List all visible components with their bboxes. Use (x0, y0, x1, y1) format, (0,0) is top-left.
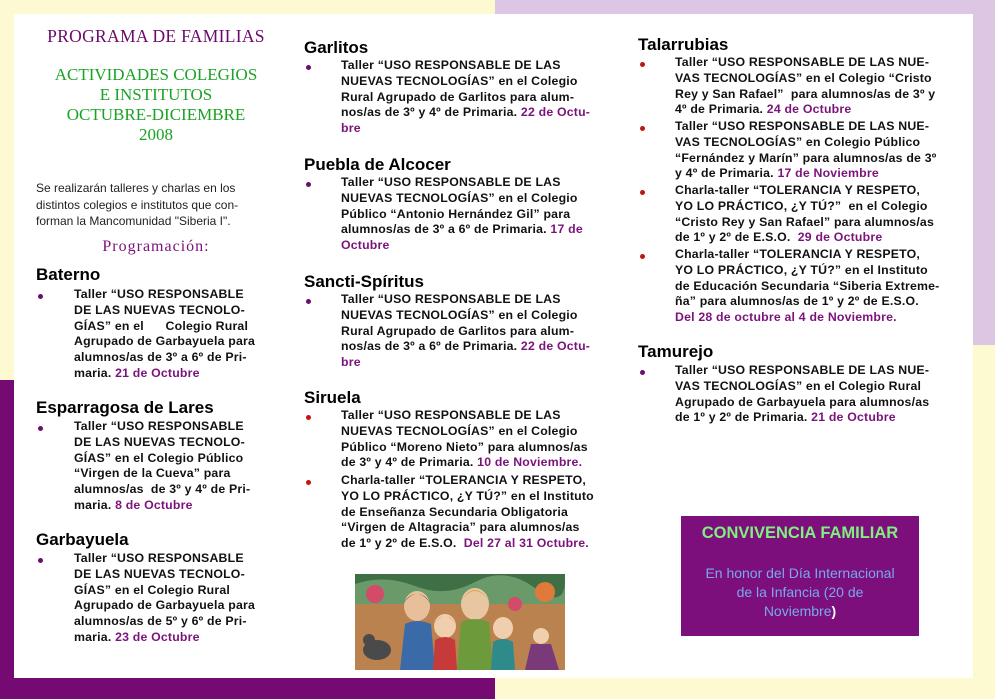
item-line: de Educación Secundaria “Siberia Extreme- (675, 278, 940, 293)
item-line: Rural Agrupado de Garlitos para alum- (341, 89, 575, 104)
activity-item (74, 287, 279, 382)
activity-item (341, 408, 613, 471)
date-label: bre (341, 121, 361, 136)
item-line (341, 455, 613, 471)
item-line: GÍAS” en el Colegio Rural (74, 582, 231, 597)
item-line: Charla-taller “TOLERANCIA Y RESPETO, (675, 247, 921, 261)
item-line (675, 230, 970, 246)
convivencia-text-part: Noviembre (763, 603, 832, 619)
item-line: Taller “USO RESPONSABLE (74, 419, 244, 433)
family-illustration (355, 574, 565, 670)
convivencia-line: En honor del Día Internacional (705, 565, 895, 581)
date-label: 17 de Noviembre (777, 166, 879, 181)
date-label: Octubre (341, 238, 390, 253)
item-line (74, 366, 279, 382)
item-line: Taller “USO RESPONSABLE DE LAS NUE- (675, 119, 930, 133)
item-line: Público “Moreno Nieto” para alumnos/as (341, 439, 588, 454)
town-heading: Puebla de Alcocer (304, 155, 451, 174)
item-line (74, 630, 279, 646)
item-line: Taller “USO RESPONSABLE DE LAS (341, 292, 561, 306)
item-text: de 1º y 2º de E.S.O. (675, 230, 791, 245)
item-text: de 1º y 2º de E.S.O. (341, 536, 457, 551)
bullet-icon (640, 126, 645, 131)
item-text: nos/as de 3º y 4º de Primaria. (341, 105, 518, 120)
item-line: alumnos/as de 3º a 6º de Pri- (74, 350, 247, 365)
intro-line: forman la Mancomunidad "Siberia I". (36, 214, 231, 228)
item-line: Agrupado de Garbayuela para (74, 598, 256, 613)
item-line: alumnos/as de 5º y 6º de Pri- (74, 614, 247, 629)
item-line (675, 166, 970, 182)
date-label: 17 de (550, 222, 583, 237)
item-line: Taller “USO RESPONSABLE DE LAS NUE- (675, 55, 930, 69)
activity-item (675, 55, 970, 118)
item-line: Taller “USO RESPONSABLE (74, 551, 244, 565)
bullet-icon (306, 299, 311, 304)
activity-item (675, 247, 970, 326)
activities-line: ACTIVIDADES COLEGIOS (54, 65, 258, 84)
item-text: maria. (74, 497, 112, 512)
item-line (675, 410, 970, 426)
town-heading: Esparragosa de Lares (36, 398, 214, 417)
intro-line: Se realizarán talleres y charlas en los (36, 181, 236, 195)
item-line: VAS TECNOLOGÍAS” en el Colegio “Cristo (675, 70, 932, 85)
item-text: y 4º de Primaria. (675, 166, 774, 181)
convivencia-text (691, 564, 909, 621)
item-line: Charla-taller “TOLERANCIA Y RESPETO, (675, 183, 921, 197)
bullet-icon (306, 480, 311, 485)
item-line: Taller “USO RESPONSABLE DE LAS (341, 58, 561, 72)
activities-heading (36, 65, 276, 145)
date-label: Del 28 de octubre al 4 de Noviembre. (675, 310, 897, 325)
activity-item (341, 58, 613, 137)
item-line: “Cristo Rey y San Rafael” para alumnos/as (675, 214, 935, 229)
convivencia-line (691, 602, 909, 621)
item-line: Agrupado de Garbayuela para alumnos/as (675, 394, 930, 409)
activities-line: E INSTITUTOS (99, 85, 213, 104)
programacion-heading: Programación: (102, 238, 210, 255)
activity-item (74, 419, 279, 514)
intro-line: distintos colegios e institutos que con- (36, 197, 239, 212)
item-text: maria. (74, 629, 112, 644)
item-line: Público “Antonio Hernández Gil” para (341, 206, 571, 221)
item-text: maria. (74, 365, 112, 380)
item-line (74, 498, 279, 514)
date-label: 21 de Octubre (811, 410, 896, 425)
bullet-icon (640, 190, 645, 195)
item-line (341, 339, 613, 355)
bullet-icon (640, 62, 645, 67)
activities-line: OCTUBRE-DICIEMBRE (66, 105, 246, 124)
item-line: VAS TECNOLOGÍAS” en el Colegio Rural (675, 378, 922, 393)
item-text: 4º de Primaria. (675, 102, 764, 117)
activity-item (675, 363, 970, 426)
date-label: 23 de Octubre (115, 629, 200, 644)
date-label: 24 de Octubre (766, 102, 852, 117)
date-label: 22 de Octu- (520, 105, 591, 120)
date-label: bre (341, 355, 361, 370)
date-label: 21 de Octubre (115, 365, 200, 380)
activities-line: 2008 (139, 125, 173, 144)
activity-item (341, 292, 613, 371)
town-heading: Garlitos (304, 38, 369, 57)
town-heading: Sancti-Spíritus (304, 272, 424, 291)
item-text: nos/as de 3º a 6º de Primaria. (341, 339, 518, 354)
item-line: alumnos/as de 3º y 4º de Pri- (74, 482, 251, 497)
item-line: GÍAS” en el Colegio Público (74, 450, 244, 465)
item-line: Agrupado de Garbayuela para (74, 334, 256, 349)
item-line: YO LO PRÁCTICO, ¿Y TÚ?” en el Colegio (675, 198, 928, 213)
convivencia-box (681, 516, 919, 636)
item-line: “Fernández y Marín” para alumnos/as de 3º (675, 150, 937, 165)
activity-item (341, 473, 613, 552)
item-line: Taller “USO RESPONSABLE DE LAS (341, 175, 561, 189)
item-line (341, 105, 613, 121)
item-line: NUEVAS TECNOLOGÍAS” en el Colegio (341, 423, 578, 438)
date-label: 10 de Noviembre. (477, 455, 583, 470)
bullet-icon (38, 294, 43, 299)
item-line: YO LO PRÁCTICO, ¿Y TÚ?” en el Instituto (341, 488, 594, 503)
item-text: alumnos/as de 3º a 6º de Primaria. (341, 222, 547, 237)
town-heading: Baterno (36, 265, 101, 284)
activity-item (341, 175, 613, 254)
item-text: de 3º y 4º de Primaria. (341, 455, 474, 470)
close-paren: ) (831, 603, 837, 619)
item-line: DE LAS NUEVAS TECNOLO- (74, 302, 245, 317)
item-line: Taller “USO RESPONSABLE (74, 287, 244, 301)
activity-item (675, 119, 970, 182)
item-line (341, 536, 613, 552)
town-heading: Talarrubias (638, 35, 729, 54)
item-line: “Virgen de la Cueva” para (74, 466, 231, 481)
column-left (36, 14, 276, 678)
item-line: Charla-taller “TOLERANCIA Y RESPETO, (341, 473, 587, 487)
item-line: NUEVAS TECNOLOGÍAS” en el Colegio (341, 307, 578, 322)
item-text: de 1º y 2º de Primaria. (675, 410, 808, 425)
brochure-panel (14, 14, 973, 678)
date-label: 8 de Octubre (115, 497, 193, 512)
town-heading: Garbayuela (36, 530, 129, 549)
item-line (675, 102, 970, 118)
item-line: Taller “USO RESPONSABLE DE LAS NUE- (675, 363, 930, 377)
item-line: GÍAS” en el Colegio Rural (74, 318, 249, 333)
activity-item (74, 551, 279, 646)
bullet-icon (306, 182, 311, 187)
bullet-icon (306, 415, 311, 420)
bullet-icon (640, 254, 645, 259)
date-label: 22 de Octu- (520, 339, 591, 354)
item-line: NUEVAS TECNOLOGÍAS” en el Colegio (341, 190, 578, 205)
item-line: de Enseñanza Secundaria Obligatoria (341, 504, 569, 519)
date-label: 29 de Octubre (797, 230, 883, 245)
bullet-icon (640, 370, 645, 375)
item-line: Taller “USO RESPONSABLE DE LAS (341, 408, 561, 422)
item-line (341, 222, 613, 238)
item-line: YO LO PRÁCTICO, ¿Y TÚ?” en el Instituto (675, 262, 928, 277)
convivencia-title: CONVIVENCIA FAMILIAR (701, 524, 899, 542)
family-illustration-svg (355, 574, 565, 670)
activity-item (675, 183, 970, 246)
item-line: DE LAS NUEVAS TECNOLO- (74, 566, 245, 581)
item-line: DE LAS NUEVAS TECNOLO- (74, 434, 245, 449)
convivencia-line: de la Infancia (20 de (736, 584, 864, 600)
item-line: ña” para alumnos/as de 1º y 2º de E.S.O. (675, 294, 919, 309)
bullet-icon (38, 558, 43, 563)
item-line: NUEVAS TECNOLOGÍAS” en el Colegio (341, 73, 578, 88)
date-label: Del 27 al 31 Octubre. (463, 536, 589, 551)
item-line: “Virgen de Altagracia” para alumnos/as (341, 520, 580, 535)
program-title: PROGRAMA DE FAMILIAS (47, 26, 265, 46)
bullet-icon (38, 426, 43, 431)
town-heading: Siruela (304, 388, 361, 407)
item-line: Rural Agrupado de Garlitos para alum- (341, 323, 575, 338)
item-line: Rey y San Rafael” para alumnos/as de 3º y (675, 86, 936, 101)
intro-text (36, 180, 268, 230)
item-line: VAS TECNOLOGÍAS” en Colegio Público (675, 134, 921, 149)
town-heading: Tamurejo (638, 342, 714, 361)
bullet-icon (306, 65, 311, 70)
